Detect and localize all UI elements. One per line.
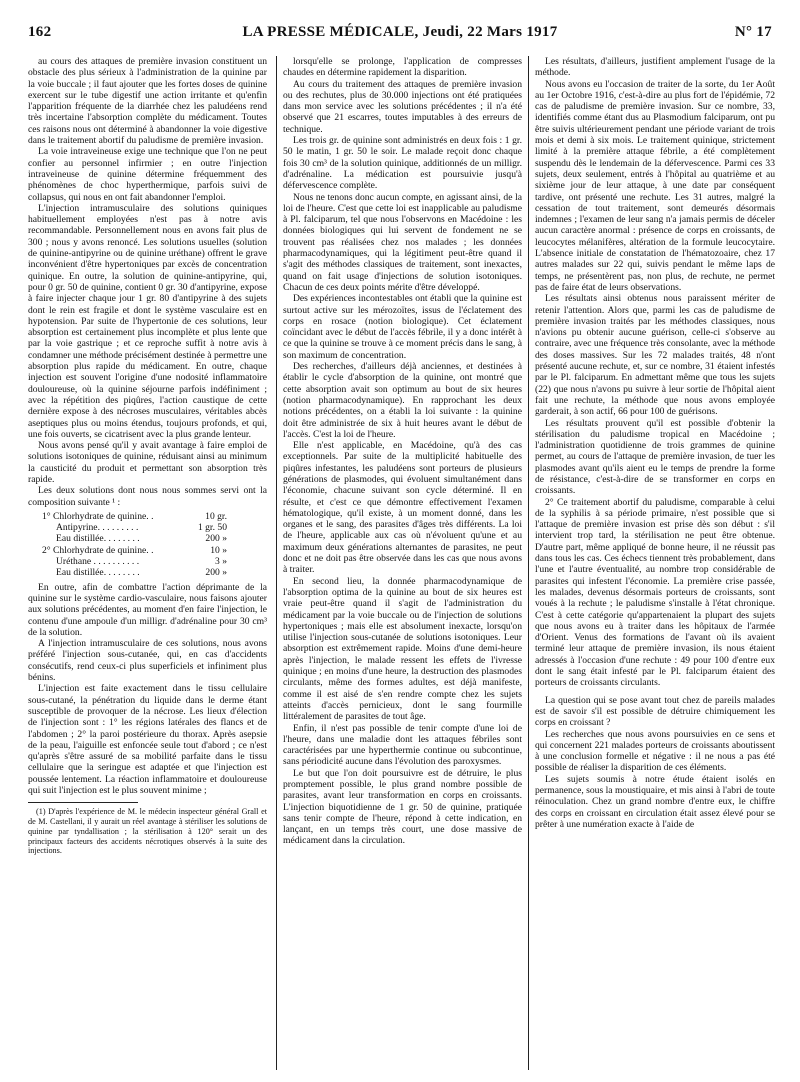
issue-number: N° 17 xyxy=(734,24,772,40)
paragraph: Nous ne tenons donc aucun compte, en agissant ainsi, de la loi de l'heure. C'est que cette loi est inapplicable au paludisme à Pl. falciparum, tel que nous l'observons en Macédoine : les données biologiques qui lui servent de fondement ne se trouvent pas réalisées chez nos malades ; les données pharmacodynamiques, qui la légitiment peut-être quand il s'agit des méthodes classiques de traitement, sont inexactes, quand on fait usage d'injections de solution isotoniques. Chacun de ces deux points mérite d'être développé. xyxy=(283,191,522,293)
formula-ingredient: Eau distillée. . . . . . . . xyxy=(56,533,140,545)
paragraph: La voie intraveineuse exige une technique que l'on ne peut confier au personnel infirmier ; en outre l'injection intraveineuse de quinine détermine fréquemment des phénomènes de choc hyperthermique, parfois suivi de collapsus, qui nous en ont fait abandonner l'emploi. xyxy=(28,146,267,203)
formula-line xyxy=(42,533,267,544)
formula-line xyxy=(42,522,267,533)
paragraph: Les trois gr. de quinine sont administrés en deux fois : 1 gr. 50 le matin, 1 gr. 50 le soir. Le malade reçoit donc chaque fois 30 cm³ de la solution quinique, additionnés de un milligr. d'adrénaline. La médication est poursuivie jusqu'à défervescence complète. xyxy=(283,135,522,192)
formula-quantity: 3 » xyxy=(215,556,227,568)
formula-ingredient: 1° Chlorhydrate de quinine. . xyxy=(42,510,154,522)
paragraph: Le but que l'on doit poursuivre est de détruire, le plus promptement possible, le plus grand nombre possible de parasites, avant leur transformation en corps en croissants. L'injection biquotidienne de 1 gr. 50 de quinine, pratiquée sans tenir compte de l'heure, répond à cette indication, en lançant, en un temps très court, une dose massive de médicament dans la circulation. xyxy=(283,767,522,847)
formula-quantity: 200 » xyxy=(205,533,227,545)
paragraph: A l'injection intramusculaire de ces solutions, nous avons préféré l'injection sous-cutanée, qui, en cas d'accidents consécutifs, rend ceux-ci plus superficiels et infiniment plus bénins. xyxy=(28,638,267,684)
column-divider xyxy=(276,56,277,1070)
formula-line xyxy=(42,556,267,567)
paragraph: L'injection intramusculaire des solutions quiniques habituellement employées n'est pas à notre avis recommandable. Personnellement nous en avons fait plus de 300 ; nous y avons renoncé. Les solutions usuelles (solution de quinine-antipyrine ou de quinine uréthane) offrent le grave inconvénient d'être hypertoniques par excès de concentration quinique. En outre, la solution de quinine-antipyrine, qui, pour 0 gr. 50 de quinine, contient 0 gr. 30 d'antipyrine, expose à faire injecter chaque jour 1 gr. 80 d'antipyrine à des sujets dont le rein est fragile et dont le système vasculaire est en hypotension. Par suite de l'hypertonie de ces solutions, leur absorption est certainement plus incomplète et plus lente que par la voie gastrique ; et ce reproche suffit à notre avis à condamner une méthode précisément destinée à permettre une absorption plus rapide du médicament. En outre, chaque injection est souvent l'origine d'une nodosité inflammatoire douloureuse, où la quinine séjourne parfois indéfiniment ; avec la répétition des piqûres, l'action caustique de cette dernière expose à des nécroses musculaires, véritables abcès aseptiques plus ou moins étendus, toujours profonds, et qui, une fois ouverts, se cicatrisent avec la plus grande lenteur. xyxy=(28,202,267,440)
paragraph: Des recherches, d'ailleurs déjà anciennes, et destinées à établir le cycle d'absorption de la quinine, ont montré que cette absorption avait son optimum au bout de six heures (notion pharmacodynamique). En rapprochant les deux notions précédentes, on a établi la loi suivante : la quinine doit être administrée de six à huit heures avant le début de l'accès. C'est la loi de l'heure. xyxy=(283,361,522,440)
paragraph: En outre, afin de combattre l'action déprimante de la quinine sur le système cardio-vasculaire, nous faisons ajouter aux solutions précédentes, au moment d'en faire l'injection, le contenu d'une ampoule d'un milligr. d'adrénaline pour 30 cm³ de la solution. xyxy=(28,581,267,638)
paragraph: Les sujets soumis à notre étude étaient isolés en permanence, sous la moustiquaire, et mis ainsi à l'abri de toute réinoculation. Chez un grand nombre d'entre eux, le chiffre des corps en croissant en circulation était assez élevé pour se prêter à une numération exacte à l'aide de xyxy=(535,773,775,830)
paragraph: Au cours du traitement des attaques de première invasion ou des rechutes, plus de 30.000 injections ont été pratiquées dans mon service avec les solutions précédentes ; il n'a été observé que 21 escarres, toutes imputables à des erreurs de technique. xyxy=(283,78,522,135)
paragraph: Les recherches que nous avons poursuivies en ce sens et qui concernent 221 malades porteurs de croissants aboutissent à une conclusion formelle et négative : il ne nous a pas été possible de réaliser la disparition de ces éléments. xyxy=(535,728,775,774)
formula-quantity: 10 gr. xyxy=(205,510,227,522)
footnote xyxy=(28,807,267,856)
page-number: 162 xyxy=(28,24,52,40)
column-2 xyxy=(283,56,522,847)
formula-ingredient: 2° Chlorhydrate de quinine. . xyxy=(42,544,154,556)
formula-line xyxy=(42,511,267,522)
paragraph: Elle n'est applicable, en Macédoine, qu'à des cas exceptionnels. Par suite de la multiplicité habituelle des piqûres infestantes, les paludéens sont porteurs de plusieurs générations de plasmodes, qui évoluent simultanément dans l'économie, chacune suivant son cycle déterminé. Il en résulte, et c'est ce que démontre effectivement l'examen hématologique, qu'il existe, à un moment donné, dans les organes et le sang, des parasites d'âges très différents. La loi de l'heure, applicable aux cas où n'évoluent qu'une et au maximum deux générations alternantes de parasites, ne peut donc et ne doit pas être observée dans les cas que nous avons à traiter. xyxy=(283,440,522,576)
paragraph: Nous avons pensé qu'il y avait avantage à faire emploi de solutions isotoniques de quinine, réduisant ainsi au minimum la causticité du produit et permettant son absorption très rapide. xyxy=(28,440,267,485)
paragraph: Les deux solutions dont nous nous sommes servi ont la composition suivante ¹ : xyxy=(28,485,267,508)
column-3 xyxy=(535,56,775,830)
paragraph: au cours des attaques de première invasion constituent un obstacle des plus sérieux à l'administration de la quinine par la voie buccale ; il faut ajouter que les fortes doses de quinine exercent sur le tube digestif une action irritante et qu'enfin l'apparition fréquente de la diarrhée chez les paludéens rend très incertaine l'absorption complète du médicament. Toutes ces raisons nous ont déterminé à abandonner la voie digestive dans le traitement abortif du paludisme de première invasion. xyxy=(28,56,267,147)
formula-ingredient: Antipyrine. . . . . . . . . xyxy=(56,522,139,534)
footnote-rule xyxy=(28,802,138,803)
paragraph: lorsqu'elle se prolonge, l'application de compresses chaudes en détermine rapidement la disparition. xyxy=(283,56,522,79)
journal-title: LA PRESSE MÉDICALE, Jeudi, 22 Mars 1917 xyxy=(242,24,558,40)
footnote-text: (1) D'après l'expérience de M. le médecin inspecteur général Grall et de M. Castellani, il y aurait un réel avantage à stériliser les solutions de quinine par tyndallisation ; la stérilisation à 120° serait un des principaux facteurs des accidents nécrotiques observés à la suite des injections. xyxy=(28,807,267,856)
paragraph: Des expériences incontestables ont établi que la quinine est surtout active sur les mérozoïtes, issus de l'éclatement des corps en rosace (notion biologique). Cet éclatement coïncidant avec le début de l'accès fébrile, il y a donc intérêt à ce que la quinine se trouve à ce moment précis dans le sang, à son maximum de concentration. xyxy=(283,293,522,361)
paragraph: Les résultats prouvent qu'il est possible d'obtenir la stérilisation du paludisme tropical en Macédoine ; l'administration quotidienne de trois grammes de quinine permet, au cours de l'attaque de première invasion, de tuer les plasmodes avant qu'ils aient eu le temps de prendre la forme de résistance, c'est-à-dire de se transformer en corps en croissants. xyxy=(535,417,775,497)
paragraph: Les résultats, d'ailleurs, justifient amplement l'usage de la méthode. xyxy=(535,56,775,79)
paragraph: La question qui se pose avant tout chez de pareils malades est de savoir s'il est possible de détruire chimiquement les corps en croissant ? xyxy=(535,694,775,729)
formula-ingredient: Uréthane . . . . . . . . . . xyxy=(56,556,140,568)
formula-quantity: 1 gr. 50 xyxy=(197,522,227,534)
paragraph: Nous avons eu l'occasion de traiter de la sorte, du 1er Août au 1er Octobre 1916, c'est-à-dire au plus fort de l'épidémie, 72 cas de paludisme de première invasion. Sur ce nombre, 33, identifiés comme étant dus au Plasmodium falciparum, ont pu être suivis ultérieurement pendant une période variant de trois mois et demi à six mois. Le traitement quinique, strictement limité à la première attaque fébrile, a été complètement suspendu dès le lendemain de la défervescence. Parmi ces 33 sujets, deux seulement, entrés à l'hôpital au quatrième et au sixième jour de leur attaque, à une date par conséquent tardive, ont présenté une rechute. Les 31 autres, malgré la cessation de tout traitement, sont demeurés désormais indemnes ; l'examen de leur sang n'a jamais permis de déceler aucun caractère anormal : présence de corps en croissants, de leucocytes mélanifères, altération de la formule leucocytaire. L'absence initiale de constatation de l'hématozoaire, chez 17 autres malades sur 22 qui, suivis pendant le même laps de temps, ne présentèrent pas, non plus, de rechute, ne permet pas de faire état de leurs observations. xyxy=(535,78,775,293)
formula-line xyxy=(42,567,267,578)
paragraph: En second lieu, la donnée pharmacodynamique de l'absorption optima de la quinine au bout de six heures est vraie peut-être quand il s'agit de l'administration du médicament par la voie buccale ou de l'injection de solutions hypertoniques ; mais elle est absolument inexacte, lorsqu'on utilise l'injection sous-cutanée de solutions isotoniques. Leur absorption est extrêmement rapide. Moins d'une demi-heure après l'injection, le malade ressent les effets de l'ivresse quinique ; en moins d'une heure, la destruction des plasmodes circulants, même des formes adultes, est déjà manifeste, comme il est aisé de s'en rendre compte chez les sujets atteints d'accès pernicieux, dont le sang fourmille littéralement de parasites de tout âge. xyxy=(283,575,522,723)
paragraph: L'injection est faite exactement dans le tissu cellulaire sous-cutané, la pénétration du liquide dans le derme étant susceptible de provoquer de la nécrose. Les lieux d'élection de l'injection sont : 1° les régions latérales des flancs et de l'abdomen ; 2° la paroi postérieure du thorax. Après asepsie de la peau, l'aiguille est enfoncée seule tout d'abord ; ce n'est qu'après s'être assuré de sa mobilité parfaite dans le tissu cellulaire que la seringue est adaptée et que l'injection est poussée lentement. La réaction inflammatoire et douloureuse qui suit l'injection est le plus souvent minime ; xyxy=(28,683,267,796)
paragraph: Les résultats ainsi obtenus nous paraissent mériter de retenir l'attention. Alors que, parmi les cas de paludisme de première invasion traités par les méthodes classiques, nous n'avions pu obtenir aucune guérison, celle-ci s'observe au contraire, avec une fréquence très consolante, avec la méthode des doses massives. Sur les 72 malades traités, 48 n'ont présenté aucune rechute, et, sur ce nombre, 31 étaient infestés par le Pl. falciparum. En admettant même que tous les sujets (22) que nous n'avons pu suivre à leur sortie de l'hôpital aient fait une rechute, la méthode que nous avons employée garderait, à son actif, 66 pour 100 de guérisons. xyxy=(535,293,775,418)
formula-quantity: 200 » xyxy=(205,567,227,579)
formula-ingredient: Eau distillée. . . . . . . . xyxy=(56,567,140,579)
column-1 xyxy=(28,56,267,856)
paragraph: Enfin, il n'est pas possible de tenir compte d'une loi de l'heure, dans une maladie dont les attaques fébriles sont caractérisées par une hyperthermie continue ou subcontinue, sans périodicité aucune dans l'évolution des paroxysmes. xyxy=(283,722,522,768)
column-divider xyxy=(528,56,529,1070)
formula-line xyxy=(42,545,267,556)
paragraph: 2° Ce traitement abortif du paludisme, comparable à celui de la syphilis à sa période primaire, n'est possible que si l'attaque de première invasion est prise dès son début : s'il intervient trop tard, la stérilisation ne peut être obtenue. D'autre part, même appliqué de bonne heure, il ne réussit pas dans tous les cas. Ces échecs tiennent très probablement, dans l'une et l'autre éventualité, au nombre trop considérable de parasites qui infestent l'économie. La première crise passée, les malades, devenus désormais porteurs de croissants, sont voués à la rechute ; le paludisme s'installe à l'état chronique. C'est à cette catégorie qu'appartenaient la plupart des sujets que nous avons eu à traiter dans les hôpitaux de l'armée d'Orient. Venus des formations de l'avant où ils avaient terminé leur attaque de première invasion, ils nous étaient adressés à l'occasion d'une rechute : 49 pour 100 d'entre eux dont le sang était infesté par le Pl. falciparum étaient des porteurs de croissants circulants. xyxy=(535,496,775,689)
page-header xyxy=(28,24,772,46)
formula-quantity: 10 » xyxy=(210,544,227,556)
formula-list xyxy=(42,511,267,579)
